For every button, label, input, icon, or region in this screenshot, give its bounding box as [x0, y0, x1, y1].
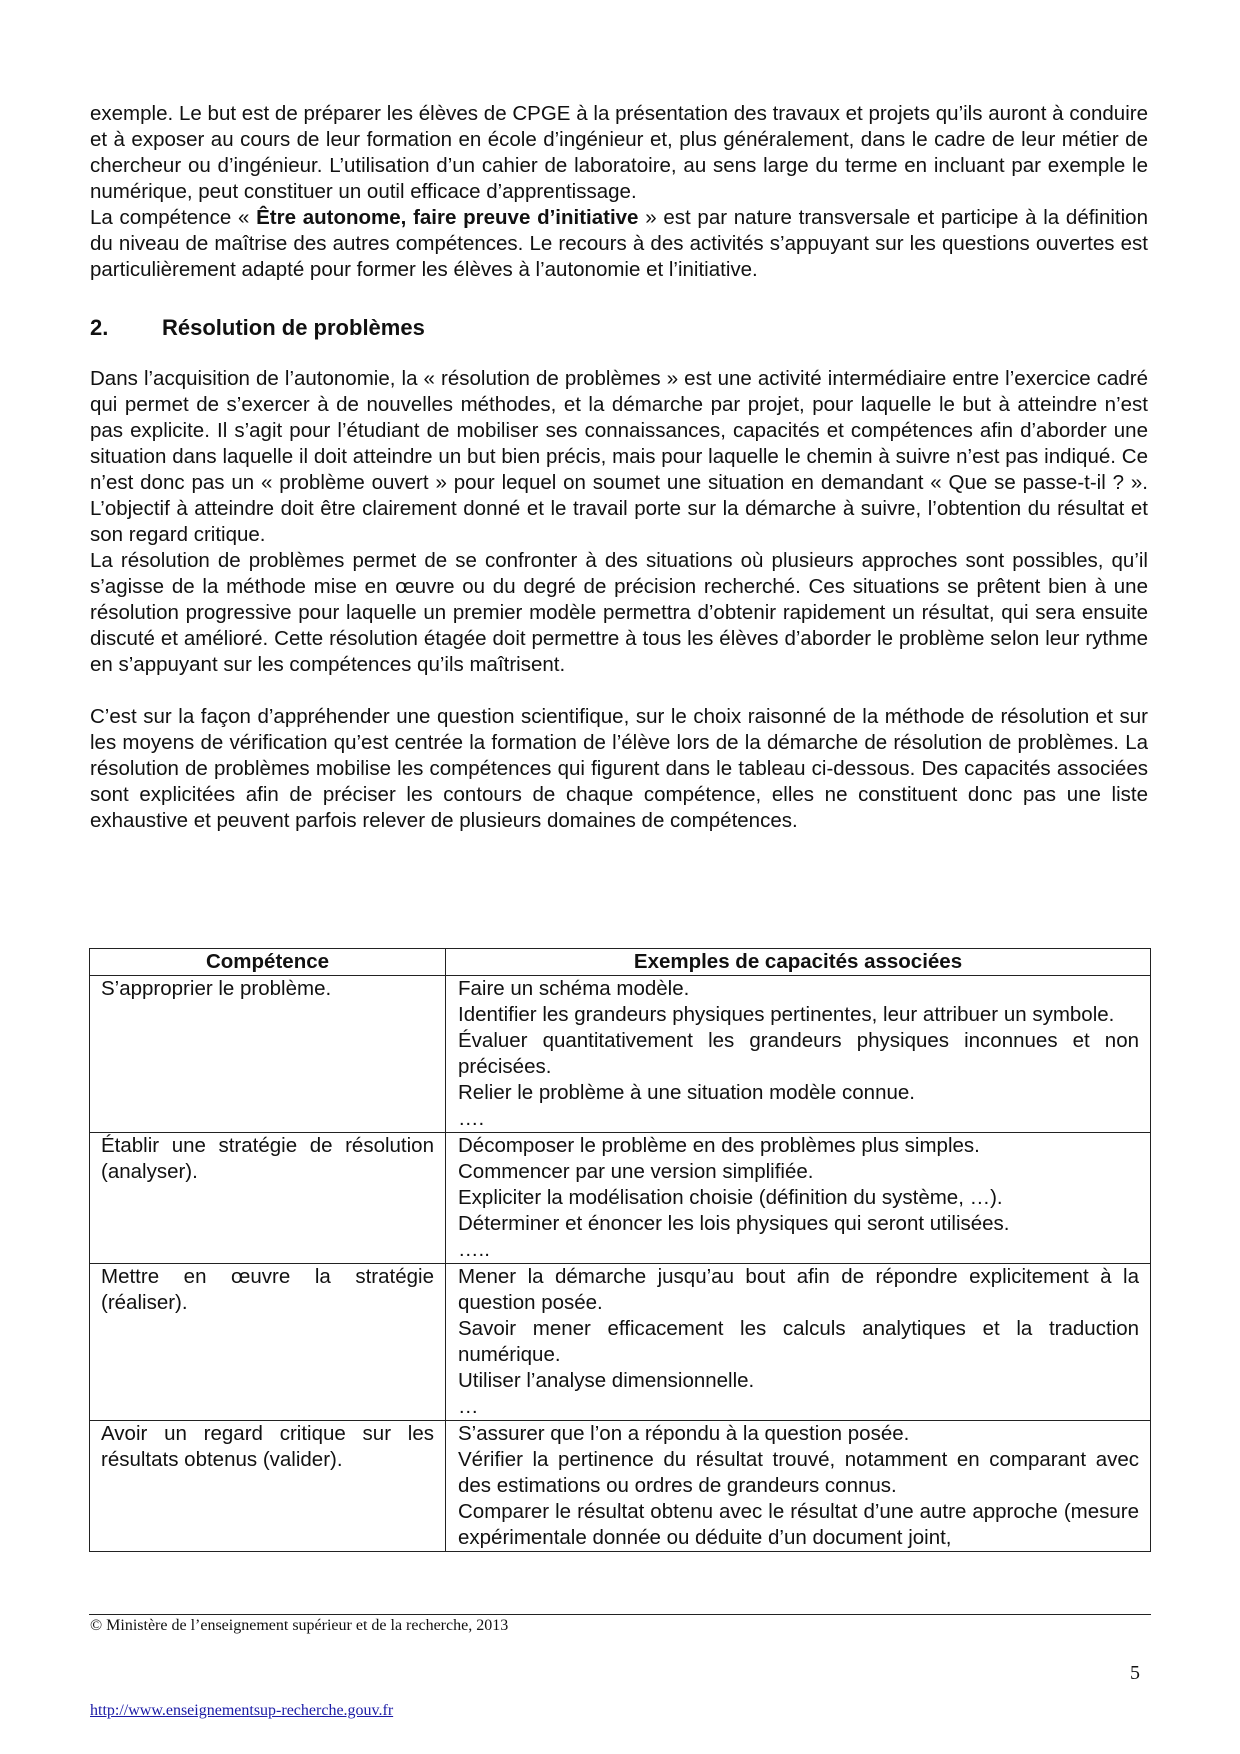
competence-cell: Mettre en œuvre la stratégie (réaliser). — [90, 1264, 446, 1421]
section-body — [90, 366, 1148, 834]
intro-block — [90, 101, 1148, 283]
autonomy-lead: La compétence « — [90, 206, 257, 229]
capacity-item: Déterminer et énoncer les lois physiques qui seront utilisées. — [458, 1212, 1010, 1235]
section-paragraph-2: La résolution de problèmes permet de se confronter à des situations où plusieurs approches sont possibles, qu’il s’agisse de la méthode mise en œuvre ou du degré de précision recherché. Ces situations se prêtent bien à une résolution progressive pour laquelle un premier modèle permettra d’obtenir rapidement un résultat, qui sera ensuite discuté et amélioré. Cette résolution étagée doit permettre à tous les élèves d’aborder le problème selon leur rythme en s’appuyant sur les compétences qu’ils maîtrisent. — [90, 549, 1148, 676]
capacity-item: Vérifier la pertinence du résultat trouvé, notamment en comparant avec des estimations ou ordres de grandeurs connus. — [458, 1448, 1139, 1497]
header-capacities: Exemples de capacités associées — [446, 949, 1151, 976]
intro-paragraph: exemple. Le but est de préparer les élèves de CPGE à la présentation des travaux et projets qu’ils auront à conduire et à exposer au cours de leur formation en école d’ingénieur et, plus généralement, dans le cadre de leur métier de chercheur ou d’ingénieur. L’utilisation d’un cahier de laboratoire, au sens large du terme en incluant par exemple le numérique, peut constituer un outil efficace d’apprentissage. — [90, 102, 1148, 203]
capacity-item: Décomposer le problème en des problèmes plus simples. — [458, 1134, 980, 1157]
section-number: 2. — [90, 315, 109, 340]
table-row — [90, 976, 1151, 1133]
footer-copyright: © Ministère de l’enseignement supérieur et de la recherche, 2013 — [90, 1617, 509, 1634]
table-row — [90, 1421, 1151, 1552]
table-row — [90, 1264, 1151, 1421]
section-paragraph-3: C’est sur la façon d’appréhender une question scientifique, sur le choix raisonné de la méthode de résolution et sur les moyens de vérification qu’est centrée la formation de l’élève lors de la démarche de résolution de problèmes. La résolution de problèmes mobilise les compétences qui figurent dans le tableau ci-dessous. Des capacités associées sont explicitées afin de préciser les contours de chaque compétence, elles ne constituent donc pas une liste exhaustive et peuvent parfois relever de plusieurs domaines de compétences. — [90, 705, 1148, 832]
table-row — [90, 1133, 1151, 1264]
header-competence: Compétence — [90, 949, 446, 976]
capacities-cell — [446, 1133, 1151, 1264]
page-number: 5 — [1130, 1662, 1140, 1684]
capacity-item: Comparer le résultat obtenu avec le résultat d’une autre approche (mesure expérimentale donnée ou déduite d’un document joint, — [458, 1500, 1139, 1549]
capacity-item: Commencer par une version simplifiée. — [458, 1160, 814, 1183]
competence-cell: Établir une stratégie de résolution (analyser). — [90, 1133, 446, 1264]
competence-cell: S’approprier le problème. — [90, 976, 446, 1133]
capacities-cell — [446, 1264, 1151, 1421]
capacity-item: Évaluer quantitativement les grandeurs physiques inconnues et non précisées. — [458, 1029, 1139, 1078]
capacity-item: Mener la démarche jusqu’au bout afin de répondre explicitement à la question posée. — [458, 1265, 1139, 1314]
footer-divider — [89, 1614, 1151, 1615]
capacity-item: ….. — [458, 1238, 490, 1261]
autonomy-paragraph — [90, 205, 1148, 283]
capacity-item: Faire un schéma modèle. — [458, 977, 690, 1000]
table-header-row — [90, 949, 1151, 976]
autonomy-competence: Être autonome, faire preuve d’initiative — [256, 206, 639, 229]
capacity-item: Savoir mener efficacement les calculs analytiques et la traduction numérique. — [458, 1317, 1139, 1366]
section-title: Résolution de problèmes — [162, 315, 425, 340]
section-heading — [90, 314, 425, 342]
paragraph-spacer — [90, 678, 1148, 704]
capacity-item: Utiliser l’analyse dimensionnelle. — [458, 1369, 755, 1392]
capacity-item: Identifier les grandeurs physiques pertinentes, leur attribuer un symbole. — [458, 1003, 1115, 1026]
competence-cell: Avoir un regard critique sur les résultats obtenus (valider). — [90, 1421, 446, 1552]
capacities-cell — [446, 1421, 1151, 1552]
autonomy-rest: » est par nature transversale et participe à la définition du niveau de maîtrise des autres compétences. Le recours à des activités s’appuyant sur les questions ouvertes est particulièrement adapté pour former les élèves à l’autonomie et l’initiative. — [90, 206, 1148, 281]
footer-link[interactable]: http://www.enseignementsup-recherche.gouv.fr — [90, 1702, 394, 1719]
capacity-item: Expliciter la modélisation choisie (définition du système, …). — [458, 1186, 1003, 1209]
capacity-item: …. — [458, 1107, 485, 1130]
capacity-item: … — [458, 1395, 479, 1418]
capacities-cell — [446, 976, 1151, 1133]
section-paragraph-1: Dans l’acquisition de l’autonomie, la « résolution de problèmes » est une activité intermédiaire entre l’exercice cadré qui permet de s’exercer à de nouvelles méthodes, et la démarche par projet, pour laquelle le but à atteindre n’est pas explicite. Il s’agit pour l’étudiant de mobiliser ses connaissances, capacités et compétences afin d’aborder une situation dans laquelle il doit atteindre un but bien précis, mais pour laquelle le chemin à suivre n’est pas indiqué. Ce n’est donc pas un « problème ouvert » pour lequel on soumet une situation en demandant « Que se passe-t-il ? ». L’objectif à atteindre doit être clairement donné et le travail porte sur la démarche à suivre, l’obtention du résultat et son regard critique. — [90, 367, 1148, 546]
capacity-item: Relier le problème à une situation modèle connue. — [458, 1081, 915, 1104]
capacity-item: S’assurer que l’on a répondu à la question posée. — [458, 1422, 910, 1445]
competence-table — [89, 948, 1151, 1552]
